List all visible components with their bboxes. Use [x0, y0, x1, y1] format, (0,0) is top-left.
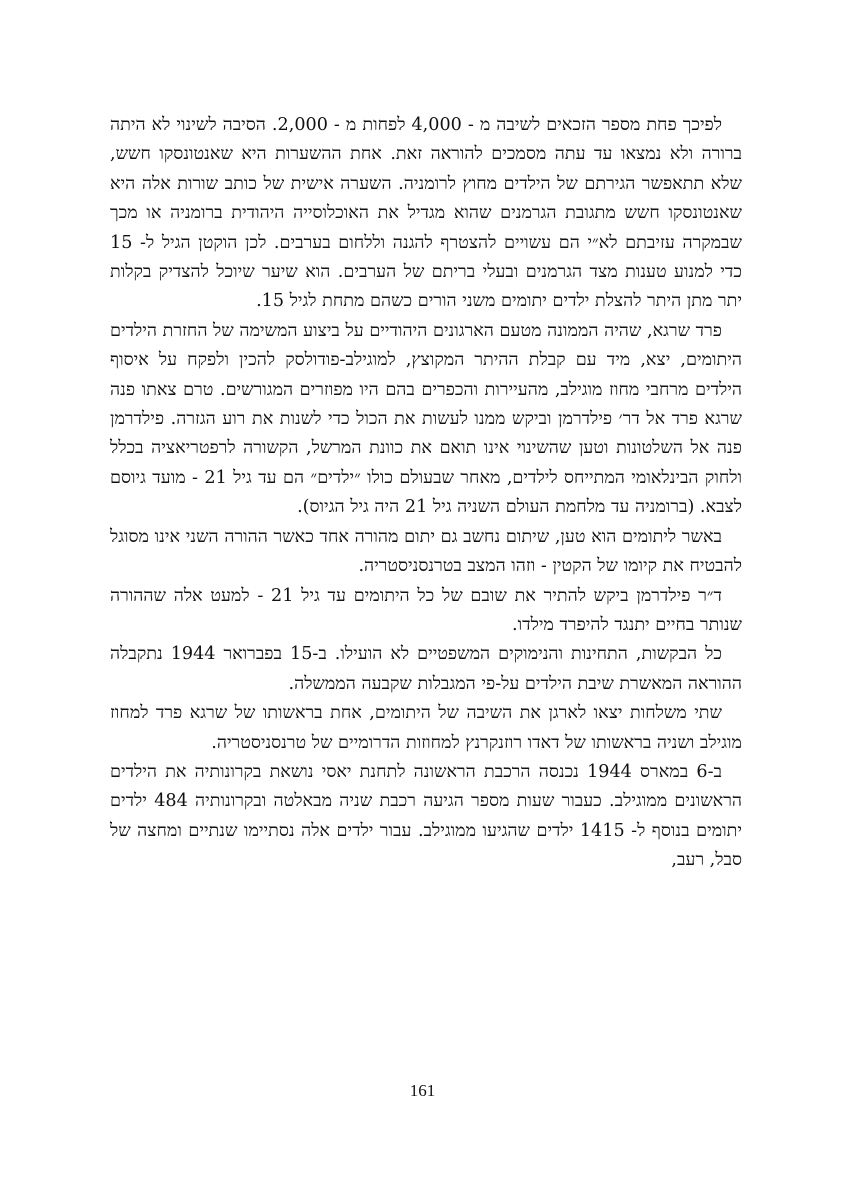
paragraph-6: שתי משלחות יצאו לארגן את השיבה של היתומים, אחת בראשותו של שרגא פרד למחוז מוגילב ושניה בראשותו של דאדו רוזנקרנץ למחוזות הדרומיים של טרנסניסטריה. [110, 703, 742, 753]
paragraph-7: ב-6 במארס 1944 נכנסה הרכבת הראשונה לתחנת יאסי נושאת בקרונותיה את הילדים הראשונים ממוגילב. כעבור שעות מספר הגיעה רכבת שניה מבאלטה ובקרונותיה 484 ילדים יתומים בנוסף ל- 1415 ילדים שהגיעו ממוגילב. עבור ילדים אלה נסתיימו שנתיים ומחצה של סבל, רעב, [110, 761, 742, 871]
paragraph-3: באשר ליתומים הוא טען, שיתום נחשב גם יתום מהורה אחד כאשר ההורה השני אינו מסוגל להבטיח את קיומו של הקטין - וזהו המצב בטרנסניסטריה. [110, 526, 742, 577]
paragraph-1: לפיכך פחת מספר הזכאים לשיבה מ - 4,000 לפחות מ - 2,000. הסיבה לשינוי לא היתה ברורה ולא נמצאו עד עתה מסמכים להוראה זאת. אחת ההשערות היא שאנטונסקו חשש, שלא תתאפשר הגירתם של הילדים מחוץ לרומניה. השערה אישית של כותב שורות אלה היא שאנטונסקו חשש מתגובת הגרמנים שהוא מגדיל את האוכלוסייה היהודית ברומניה או מכך שבמקרה עזיבתם לא״י הם עשויים להצטרף להגנה וללחום בערבים. לכן הוקטן הגיל ל- 15 כדי למנוע טענות מצד הגרמנים ובעלי בריתם של הערבים. הוא שיער שיוכל להצדיק בקלות יתר מתן היתר להצלת ילדים יתומים משני הורים כשהם מתחת לגיל 15. [110, 115, 742, 312]
body-text [110, 111, 742, 876]
page-number: 161 [409, 1081, 436, 1100]
paragraph-4: ד״ר פילדרמן ביקש להתיר את שובם של כל היתומים עד גיל 21 - למעט אלה שההורה שנותר בחיים יתנגד להיפרד מילדו. [110, 585, 742, 635]
paragraph-2: פרד שרגא, שהיה הממונה מטעם הארגונים היהודיים על ביצוע המשימה של החזרת הילדים היתומים, יצא, מיד עם קבלת ההיתר המקוצץ, למוגילב-פודולסק להכין ולפקח על איסוף הילדים מרחבי מחוז מוגילב, מהעיירות והכפרים בהם היו מפוזרים המגורשים. טרם צאתו פנה שרגא פרד אל דר׳ פילדרמן וביקש ממנו לעשות את הכול כדי לשנות את רוע הגזרה. פילדרמן פנה אל השלטונות וטען שהשינוי אינו תואם את כוונת המרשל, הקשורה לרפטריאציה בכלל ולחוק הבינלאומי המתייחס לילדים, מאחר שבעולם כולו ״ילדים״ הם עד גיל 21 - מועד גיוסם לצבא. (ברומניה עד מלחמת העולם השניה גיל 21 היה גיל הגיוס). [110, 320, 742, 518]
paragraph-5: כל הבקשות, התחינות והנימוקים המשפטיים לא הועילו. ב-15 בפברואר 1944 נתקבלה ההוראה המאשרת שיבת הילדים על-פי המגבלות שקבעה הממשלה. [110, 644, 742, 694]
